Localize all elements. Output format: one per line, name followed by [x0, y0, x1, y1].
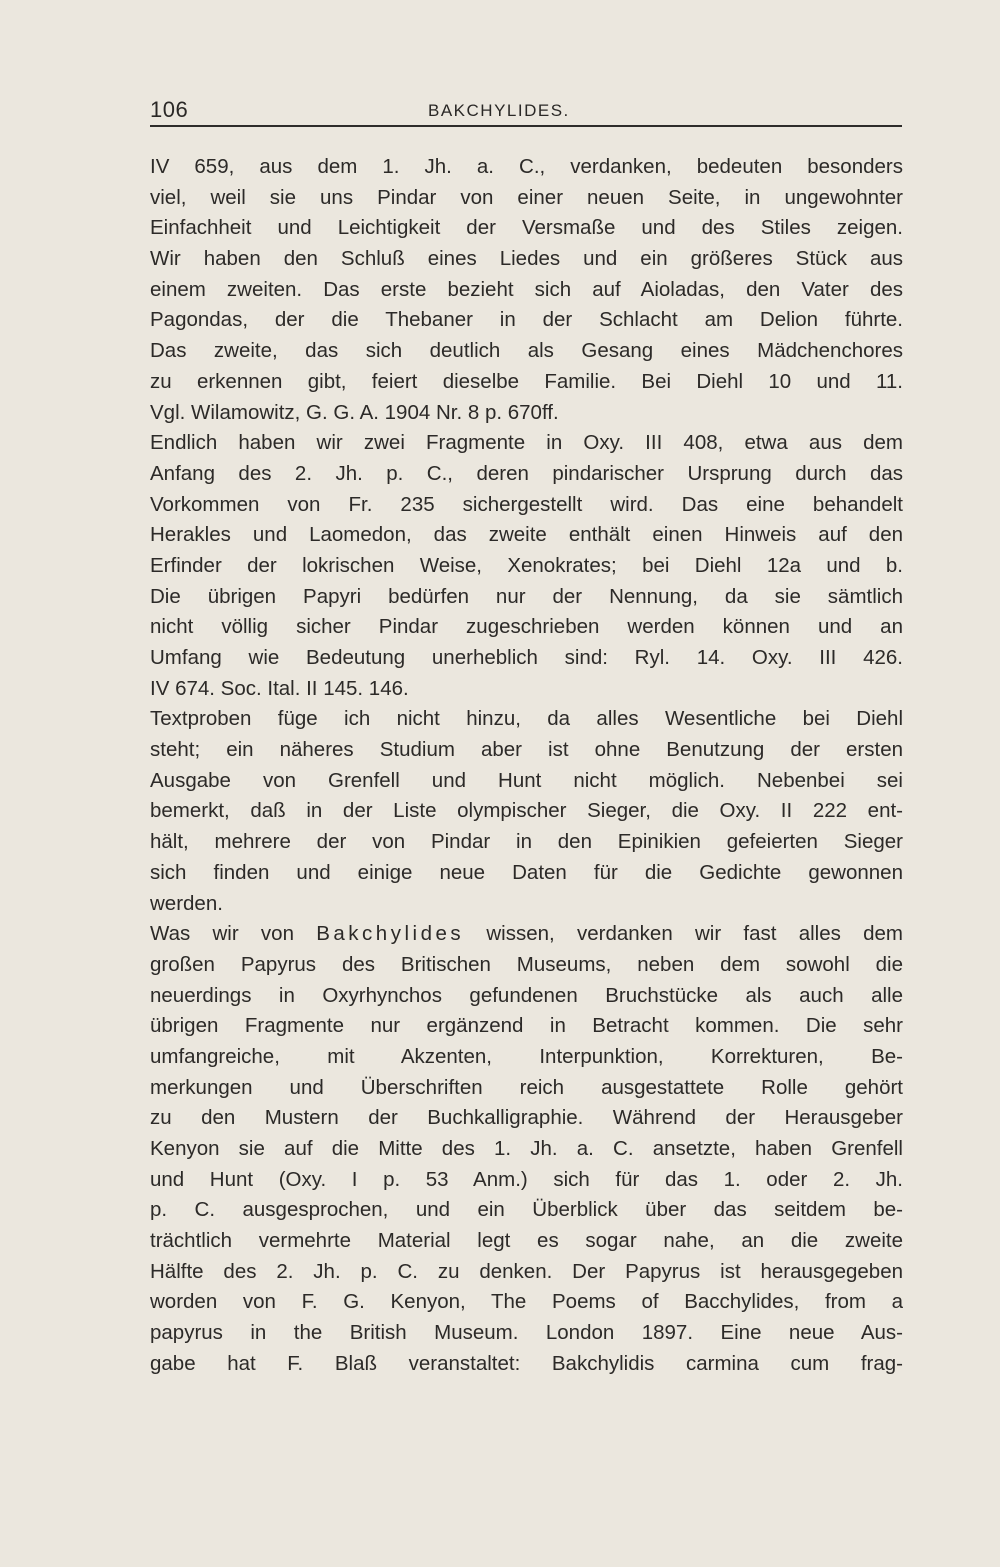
text-line: großen Papyrus des Britischen Museums, neben dem sowohl die — [150, 952, 903, 976]
text-line: bemerkt, daß in der Liste olympischer Sieger, die Oxy. II 222 ent- — [150, 799, 903, 823]
text-line: Vgl. Wilamowitz, G. G. A. 1904 Nr. 8 p. 670ff. — [150, 400, 559, 424]
text-line: hält, mehrere der von Pindar in den Epinikien gefeierten Sieger — [150, 830, 903, 854]
text-line: IV 674. Soc. Ital. II 145. 146. — [150, 676, 409, 700]
text-line: merkungen und Überschriften reich ausgestattete Rolle gehört — [150, 1075, 903, 1099]
page-number: 106 — [150, 97, 189, 122]
text-line: Endlich haben wir zwei Fragmente in Oxy. III 408, etwa aus dem — [150, 431, 903, 455]
text-run: Was wir von — [150, 922, 317, 946]
text-line: Textproben füge ich nicht hinzu, da alles Wesentliche bei Diehl — [150, 707, 903, 731]
text-line: umfangreiche, mit Akzenten, Interpunktion, Korrekturen, Be- — [150, 1044, 903, 1068]
text-line: papyrus in the British Museum. London 1897. Eine neue Aus- — [150, 1321, 903, 1345]
text-line: und Hunt (Oxy. I p. 53 Anm.) sich für das 1. oder 2. Jh. — [150, 1167, 903, 1191]
text-line: Vorkommen von Fr. 235 sichergestellt wird. Das eine behandelt — [150, 492, 903, 516]
text-line: nicht völlig sicher Pindar zugeschrieben werden können und an — [150, 615, 903, 639]
text-line-bakchylides — [150, 919, 903, 950]
body-text — [150, 152, 903, 1380]
text-line: übrigen Fragmente nur ergänzend in Betracht kommen. Die sehr — [150, 1014, 903, 1038]
text-line: Einfachheit und Leichtigkeit der Versmaße und des Stiles zeigen. — [150, 216, 903, 240]
running-title: BAKCHYLIDES. — [428, 101, 570, 120]
text-line: viel, weil sie uns Pindar von einer neuen Seite, in ungewohnter — [150, 185, 903, 209]
text-line: zu den Mustern der Buchkalligraphie. Während der Herausgeber — [150, 1106, 903, 1130]
text-line: Ausgabe von Grenfell und Hunt nicht möglich. Nebenbei sei — [150, 768, 903, 792]
text-line: Die übrigen Papyri bedürfen nur der Nennung, da sie sämtlich — [150, 584, 903, 608]
text-line: steht; ein näheres Studium aber ist ohne Benutzung der ersten — [150, 738, 903, 762]
text-line: Herakles und Laomedon, das zweite enthält einen Hinweis auf den — [150, 523, 903, 547]
text-line: werden. — [150, 891, 223, 915]
spaced-name-bakchylides: Bakchylides — [316, 922, 465, 946]
running-head — [150, 93, 902, 127]
text-line: Hälfte des 2. Jh. p. C. zu denken. Der Papyrus ist herausgegeben — [150, 1259, 903, 1283]
text-line: trächtlich vermehrte Material legt es sogar nahe, an die zweite — [150, 1229, 903, 1253]
text-line: p. C. ausgesprochen, und ein Überblick über das seitdem be- — [150, 1198, 903, 1222]
text-line: Wir haben den Schluß eines Liedes und ein größeres Stück aus — [150, 247, 903, 271]
text-line: worden von F. G. Kenyon, The Poems of Bacchylides, from a — [150, 1290, 903, 1314]
text-line: Anfang des 2. Jh. p. C., deren pindarischer Ursprung durch das — [150, 461, 903, 485]
text-line: Erfinder der lokrischen Weise, Xenokrates; bei Diehl 12a und b. — [150, 553, 903, 577]
text-line: gabe hat F. Blaß veranstaltet: Bakchylidis carmina cum frag- — [150, 1351, 903, 1375]
text-line: zu erkennen gibt, feiert dieselbe Familie. Bei Diehl 10 und 11. — [150, 369, 903, 393]
text-line: einem zweiten. Das erste bezieht sich auf Aioladas, den Vater des — [150, 277, 903, 301]
text-line: IV 659, aus dem 1. Jh. a. C., verdanken, bedeuten besonders — [150, 155, 903, 178]
text-line: Pagondas, der die Thebaner in der Schlacht am Delion führte. — [150, 308, 903, 332]
text-line: Umfang wie Bedeutung unerheblich sind: Ryl. 14. Oxy. III 426. — [150, 646, 903, 669]
text-line: neuerdings in Oxyrhynchos gefundenen Bruchstücke als auch alle — [150, 983, 903, 1007]
text-run: wissen, verdanken wir fast alles dem — [464, 922, 903, 946]
text-line: sich finden und einige neue Daten für die Gedichte gewonnen — [150, 860, 903, 884]
text-line: Kenyon sie auf die Mitte des 1. Jh. a. C. ansetzte, haben Grenfell — [150, 1137, 903, 1160]
text-line: Das zweite, das sich deutlich als Gesang eines Mädchenchores — [150, 339, 903, 363]
